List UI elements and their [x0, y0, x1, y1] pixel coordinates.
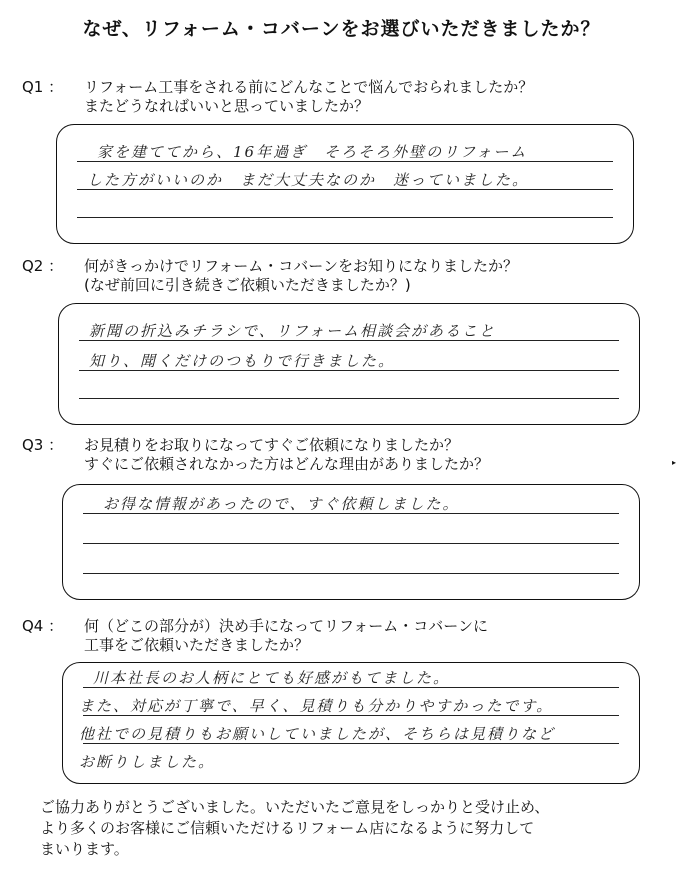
ruled-line: [83, 573, 619, 574]
question-number: Q2 ：: [22, 257, 64, 275]
question-1: [22, 78, 662, 116]
closing-line: ご協力ありがとうございました。いただいたご意見をしっかりと受け止め、: [40, 798, 550, 816]
question-line: 何（どこの部分が）決め手になってリフォーム・コバーンに: [84, 617, 488, 635]
question-line: (なぜ前回に引き続きご依頼いただきましたか？): [84, 276, 411, 294]
question-line: またどうなればいいと思っていましたか？: [84, 97, 370, 115]
survey-title: なぜ、リフォーム・コバーンをお選びいただきましたか？: [82, 18, 601, 40]
question-line: 工事をご依頼いただきましたか？: [84, 636, 310, 654]
answer-box-3: [62, 484, 640, 600]
answer-box-2: [58, 303, 640, 425]
closing-line: まいります。: [40, 840, 129, 858]
handwritten-answer-line: 家を建ててから、16年過ぎ そろそろ外壁のリフォーム: [97, 143, 528, 161]
handwritten-answer-line: お得な情報があったので、すぐ依頼しました。: [103, 495, 460, 513]
answer-box-1: [56, 124, 634, 244]
question-3: [22, 436, 662, 474]
question-4: [22, 617, 662, 655]
question-line: リフォーム工事をされる前にどんなことで悩んでおられましたか？: [84, 78, 534, 96]
handwritten-answer-line: 新聞の折込みチラシで、リフォーム相談会があること: [89, 322, 496, 340]
handwritten-answer-line: お断りしました。: [79, 753, 216, 771]
handwritten-answer-line: 他社での見積りもお願いしていましたが、そちらは見積りなど: [79, 725, 556, 743]
handwritten-answer-line: 川本社長のお人柄にとても好感がもてました。: [93, 669, 451, 687]
margin-mark: ▸: [672, 458, 677, 467]
question-number: Q3 ：: [22, 436, 64, 454]
ruled-line: [77, 217, 613, 218]
answer-box-4: [62, 662, 640, 784]
question-line: すぐにご依頼されなかった方はどんな理由がありましたか？: [84, 455, 490, 473]
handwritten-answer-line: 知り、聞くだけのつもりで行きました。: [89, 352, 396, 370]
question-2: [22, 257, 662, 295]
handwritten-answer-line: した方がいいのか まだ大丈夫なのか 迷っていました。: [87, 171, 530, 189]
closing-message: [40, 797, 660, 860]
question-number: Q1 ：: [22, 78, 64, 96]
question-line: 何がきっかけでリフォーム・コバーンをお知りになりましたか？: [84, 257, 518, 275]
ruled-line: [83, 543, 619, 544]
closing-line: より多くのお客様にご信頼いただけるリフォーム店になるように努力して: [40, 819, 535, 837]
ruled-line: [79, 398, 619, 399]
question-line: お見積りをお取りになってすぐご依頼になりましたか？: [84, 436, 460, 454]
handwritten-answer-line: また、対応が丁寧で、早く、見積りも分かりやすかったです。: [79, 697, 554, 715]
question-number: Q4 ：: [22, 617, 64, 635]
